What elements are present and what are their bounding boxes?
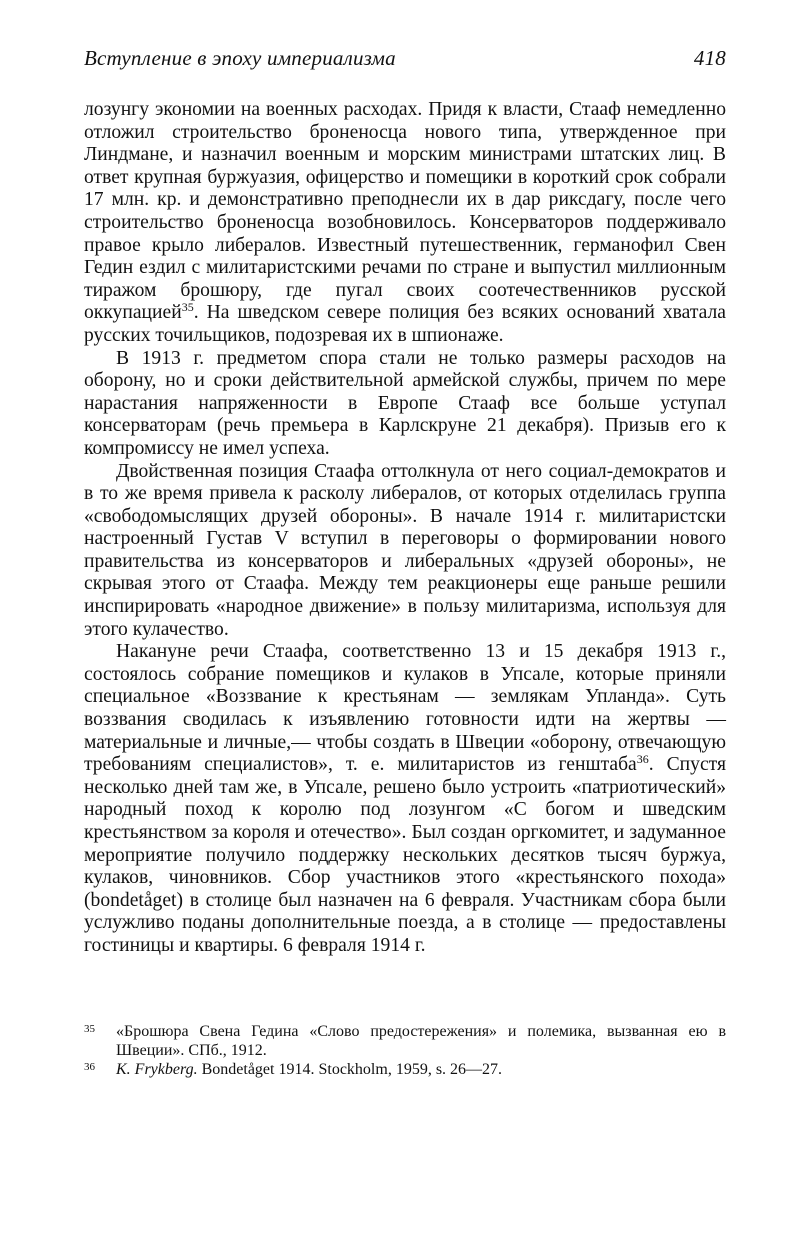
paragraph-text: . На шведском севере полиция без всяких оснований хватала русских точильщиков, подозревая их в шпионаже.	[84, 302, 726, 346]
paragraph-2: В 1913 г. предметом спора стали не только размеры расходов на оборону, но и сроки действительной армейской службы, причем по мере нарастания напряженности в Европе Стааф все больше уступал консерваторам (речь премьера в Карлскруне 21 декабря). Призыв его к компромиссу не имел успеха.	[84, 347, 726, 459]
paragraph-text: лозунгу экономии на военных расходах. Придя к власти, Стааф немедленно отложил строительство броненосца нового типа, утвержденное при Линдмане, и назначил военным и морским министрами штатских лиц. В ответ крупная буржуазия, офицерство и помещики в короткий срок собрали 17 млн. кр. и демонстративно преподнесли их в дар риксдагу, после чего строительство броненосца возобновилось. Консерваторов поддерживало правое крыло либералов. Известный путешественник, германофил Свен Гедин ездил с милитаристскими речами по стране и выпустил миллионным тиражом брошюру, где пугал своих соотечественников русской оккупацией	[84, 99, 726, 324]
footnote-body	[116, 1060, 726, 1079]
page-number: 418	[693, 46, 726, 70]
paragraph-text: . Спустя несколько дней там же, в Упсале, решено было устроить «патриотический» народный поход к королю под лозунгом «С богом и шведским крестьянством за короля и отечество». Был создан оргкомитет, и задуманное мероприятие получило поддержку нескольких десятков тысяч буржуа, кулаков, чиновников. Сбор участников этого «крестьянского похода» (bondetåget) в столице был назначен на 6 февраля. Участникам сбора были услужливо поданы дополнительные поезда, а в столице — предоставлены гостиницы и квартиры. 6 февраля 1914 г.	[84, 754, 726, 956]
footnote-author: K. Frykberg.	[116, 1061, 198, 1078]
footnotes	[84, 1022, 726, 1081]
paragraph-1	[84, 99, 726, 348]
book-page	[84, 0, 726, 1253]
footnote-number: 36	[84, 1061, 95, 1073]
running-title: Вступление в эпоху империализма	[84, 46, 396, 70]
footnote-ref-35: 35	[181, 300, 194, 315]
footnote-35	[84, 1022, 726, 1060]
footnote-36	[84, 1060, 726, 1081]
running-head	[84, 46, 726, 76]
body-text	[84, 99, 726, 958]
footnote-number: 35	[84, 1023, 95, 1035]
paragraph-3: Двойственная позиция Стаафа оттолкнула от него социал-демократов и в то же время привела к расколу либералов, от которых отделилась группа «свободомыслящих друзей обороны». В начале 1914 г. милитаристски настроенный Густав V вступил в переговоры о формировании нового правительства из консерваторов и либеральных «друзей обороны», не скрывая этого от Стаафа. Между тем реакционеры еще раньше решили инспирировать «народное движение» в пользу милитаризма, используя для этого кулачество.	[84, 460, 726, 640]
footnote-ref-36: 36	[636, 752, 649, 767]
paragraph-4	[84, 641, 726, 957]
footnote-text: Bondetåget 1914. Stockholm, 1959, s. 26—27.	[197, 1061, 503, 1078]
paragraph-text: Накануне речи Стаафа, соответственно 13 и 15 декабря 1913 г., состоялось собрание помещиков и кулаков в Упсале, которые приняли специальное «Воззвание к крестьянам — землякам Упланда». Суть воззвания сводилась к изъявлению готовности идти на жертвы — материальные и личные,— чтобы создать в Швеции «оборону, отвечающую требованиям специалистов», т. е. милитаристов из генштаба	[84, 641, 726, 776]
footnote-text: «Брошюра Свена Гедина «Слово предостережения» и полемика, вызванная ею в Швеции». СПб., 1912.	[116, 1023, 726, 1059]
